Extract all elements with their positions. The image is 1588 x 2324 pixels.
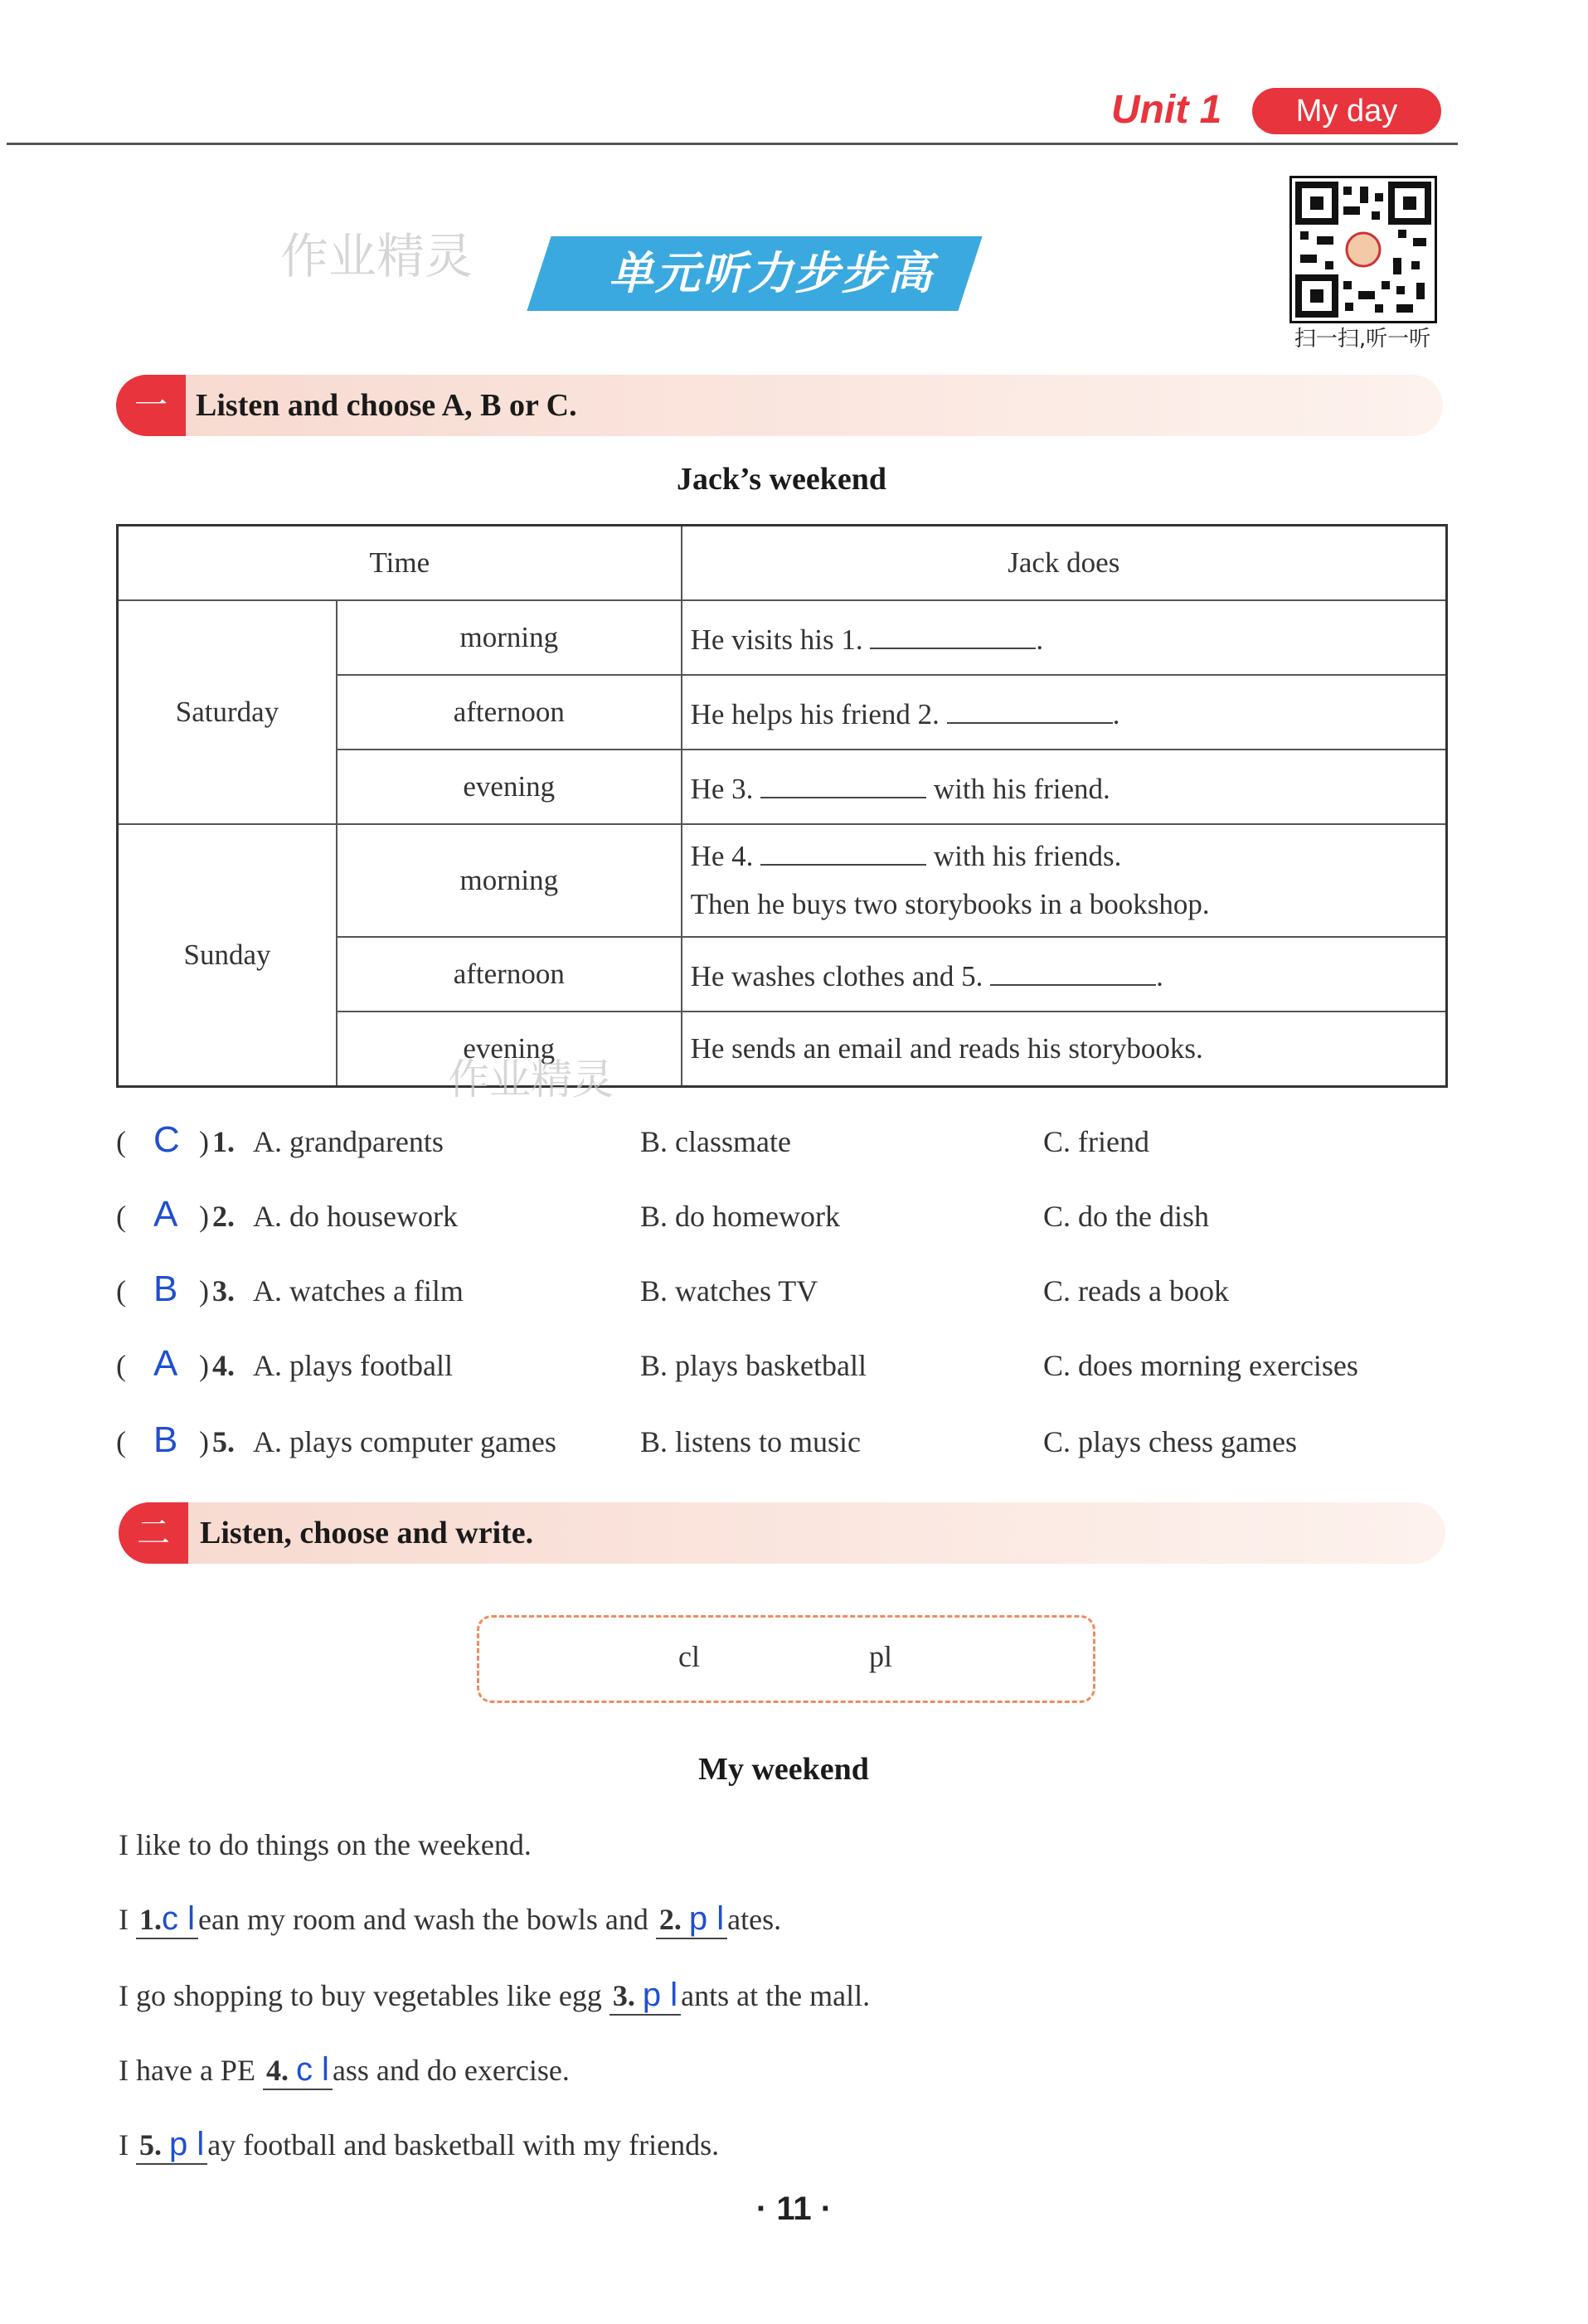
line-text: ants at the mall. <box>681 1979 871 2012</box>
fill-answer: p l <box>688 1900 725 1937</box>
activity-cell <box>682 675 1447 750</box>
question-number: 2. <box>212 1200 235 1233</box>
paren-open: ( <box>116 1425 126 1458</box>
qr-code[interactable] <box>1289 176 1437 323</box>
section-1-header <box>116 375 1443 436</box>
answer-fill <box>136 1900 198 1939</box>
activity-text: He washes clothes and 5. <box>690 960 983 992</box>
choice-answer: C <box>153 1119 180 1160</box>
choice-answer: B <box>153 1419 178 1460</box>
section-2-title: Listen, choose and write. <box>200 1516 534 1550</box>
table-title: Jack’s weekend <box>677 462 886 497</box>
question-number: 3. <box>212 1274 235 1308</box>
activity-cell <box>682 600 1447 675</box>
fill-answer: c l <box>162 1900 195 1937</box>
fill-number: 5. <box>139 2128 162 2161</box>
day-cell: Sunday <box>118 824 338 1087</box>
activity-text: Then he buys two storybooks in a bookshop. <box>690 888 1210 920</box>
passage-title: My weekend <box>698 1752 869 1787</box>
time-cell: morning <box>337 824 682 937</box>
option-a: A. do housework <box>253 1200 458 1233</box>
word-option: cl <box>678 1640 700 1673</box>
question-row <box>116 1119 1459 1177</box>
question-number: 5. <box>212 1425 235 1458</box>
weekend-table <box>116 524 1448 1088</box>
option-b: B. do homework <box>640 1200 840 1233</box>
fill-answer: p l <box>169 2126 205 2162</box>
activity-cell <box>682 824 1447 937</box>
section-1-number: 一 <box>116 375 186 436</box>
option-b: B. watches TV <box>640 1274 818 1308</box>
option-c: C. do the dish <box>1043 1200 1210 1233</box>
question-number: 4. <box>212 1349 235 1382</box>
option-b: B. listens to music <box>640 1425 862 1458</box>
answer-fill <box>136 2126 207 2165</box>
time-cell: evening <box>337 750 682 824</box>
paren-open: ( <box>116 1349 126 1382</box>
question-row <box>116 1419 1459 1477</box>
header-divider <box>7 143 1458 145</box>
unit-topic-badge: My day <box>1252 88 1441 134</box>
answer-blank <box>947 693 1113 724</box>
activity-text: with his friends. <box>933 840 1122 872</box>
question-number: 1. <box>212 1125 235 1158</box>
activity-text: He helps his friend 2. <box>690 698 940 730</box>
activity-text: . <box>1112 698 1120 730</box>
question-row <box>116 1343 1459 1401</box>
time-cell: afternoon <box>337 937 682 1012</box>
day-cell: Saturday <box>118 600 338 824</box>
table-row <box>118 600 1447 675</box>
option-a: A. watches a film <box>253 1274 464 1308</box>
banner-title: 单元听力步步高 <box>609 247 934 299</box>
option-a: A. grandparents <box>253 1125 444 1158</box>
time-cell: evening <box>337 1012 682 1087</box>
activity-cell <box>682 750 1447 824</box>
answer-blank <box>760 835 926 866</box>
paren-close: ) <box>199 1425 209 1458</box>
passage-line: I like to do things on the weekend. <box>119 1828 532 1861</box>
line-text: I <box>119 1903 129 1936</box>
question-row <box>116 1269 1459 1327</box>
activity-cell <box>682 1012 1447 1087</box>
fill-number: 4. <box>265 2054 289 2087</box>
paren-close: ) <box>199 1274 209 1308</box>
fill-answer: c l <box>295 2051 329 2088</box>
time-cell: afternoon <box>337 675 682 750</box>
activity-text: He 3. <box>690 773 754 805</box>
paren-open: ( <box>116 1274 126 1308</box>
line-text: ates. <box>727 1903 782 1936</box>
table-header-row <box>118 526 1447 601</box>
answer-blank <box>760 768 926 798</box>
answer-blank <box>870 619 1036 649</box>
section-2-header <box>119 1502 1445 1564</box>
question-row <box>116 1194 1459 1252</box>
table-row <box>118 824 1447 937</box>
paren-open: ( <box>116 1200 126 1233</box>
word-option: pl <box>869 1640 893 1673</box>
col-time-header: Time <box>118 526 682 601</box>
activity-text: He visits his 1. <box>690 623 863 656</box>
passage-line <box>119 1977 870 2016</box>
option-c: C. reads a book <box>1043 1274 1229 1308</box>
activity-text: He 4. <box>690 840 754 872</box>
paren-close: ) <box>199 1200 209 1233</box>
option-a: A. plays computer games <box>253 1425 556 1458</box>
page-number: · 11 · <box>755 2191 833 2227</box>
line-text: ay football and basketball with my friends. <box>207 2128 720 2161</box>
qr-code-icon <box>1292 178 1435 321</box>
paren-open: ( <box>116 1125 126 1158</box>
watermark: 作业精灵 <box>280 228 473 284</box>
line-text: ass and do exercise. <box>332 2054 570 2087</box>
activity-text: with his friend. <box>933 773 1110 805</box>
option-c: C. friend <box>1043 1125 1149 1158</box>
line-text: I go shopping to buy vegetables like egg <box>119 1979 602 2012</box>
fill-number: 2. <box>658 1903 682 1936</box>
choice-answer: A <box>153 1343 178 1384</box>
option-b: B. classmate <box>640 1125 791 1158</box>
option-a: A. plays football <box>253 1349 453 1382</box>
line-text: I <box>119 2128 129 2161</box>
section-2-number: 二 <box>119 1502 188 1564</box>
line-text: ean my room and wash the bowls and <box>198 1903 648 1936</box>
line-text: I have a PE <box>119 2054 255 2087</box>
passage-line <box>119 2051 570 2090</box>
fill-number: 1. <box>139 1903 162 1936</box>
unit-label: Unit 1 <box>1111 88 1222 132</box>
qr-caption: 扫一扫,听一听 <box>1294 327 1431 352</box>
choice-answer: B <box>153 1269 178 1309</box>
col-does-header: Jack does <box>682 526 1447 601</box>
activity-text: He sends an email and reads his storybooks. <box>690 1032 1203 1065</box>
answer-fill <box>263 2051 333 2090</box>
paren-close: ) <box>199 1125 209 1158</box>
passage-line <box>119 1900 781 1939</box>
time-cell: morning <box>337 600 682 675</box>
section-1-title: Listen and choose A, B or C. <box>196 388 577 423</box>
choice-answer: A <box>153 1194 178 1235</box>
answer-fill <box>656 1900 727 1939</box>
activity-cell <box>682 937 1447 1012</box>
option-b: B. plays basketball <box>640 1349 867 1382</box>
word-box <box>477 1615 1095 1703</box>
fill-answer: p l <box>642 1977 678 2013</box>
answer-fill <box>609 1977 681 2016</box>
fill-number: 3. <box>612 1979 635 2012</box>
paren-close: ) <box>199 1349 209 1382</box>
option-c: C. plays chess games <box>1043 1425 1297 1458</box>
watermark: 作业精灵 <box>448 1055 614 1104</box>
option-c: C. does morning exercises <box>1043 1349 1358 1382</box>
answer-blank <box>990 955 1156 986</box>
passage-line <box>119 2126 719 2165</box>
activity-text: . <box>1156 960 1163 992</box>
activity-text: . <box>1036 623 1044 656</box>
